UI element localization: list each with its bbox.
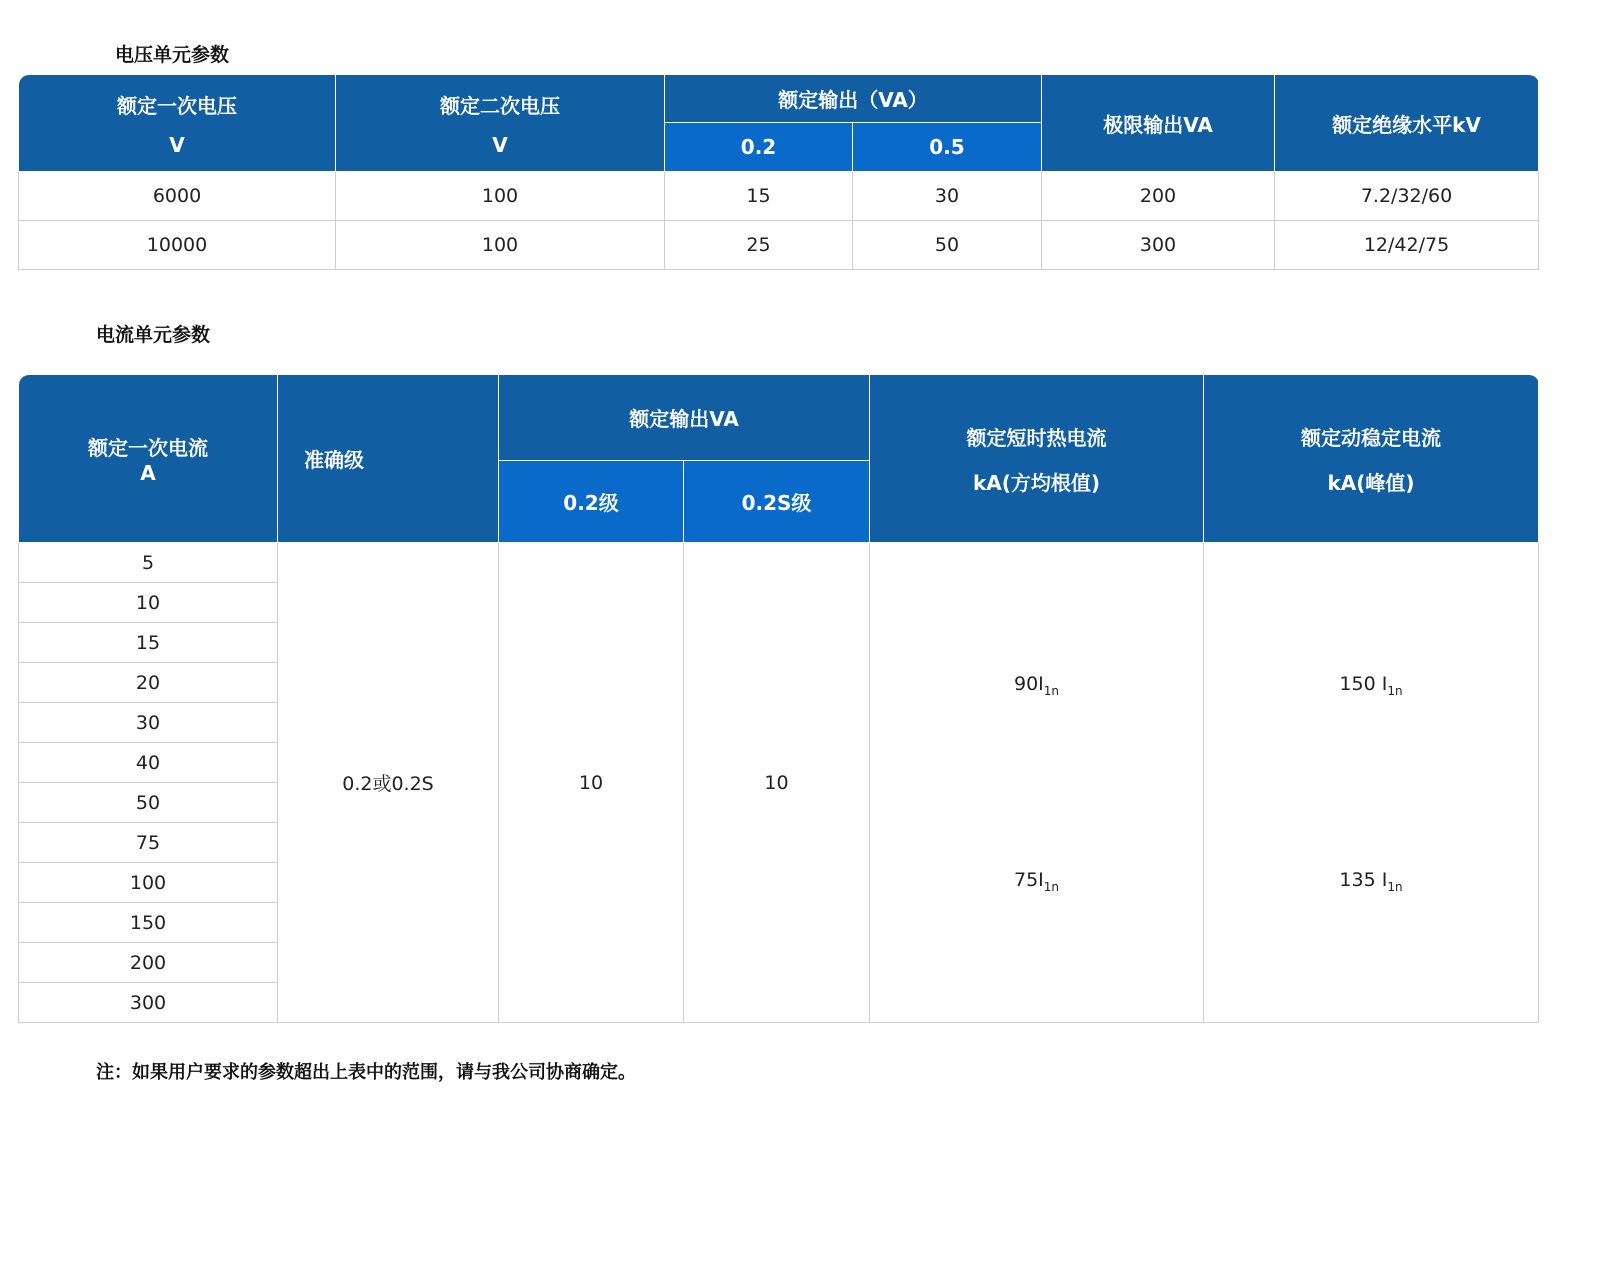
voltage-section-title: 电压单元参数 bbox=[115, 44, 230, 66]
cell-accuracy-class: 0.2或0.2S bbox=[278, 543, 499, 1023]
header-short-time-thermal-current: 额定短时热电流 kA(方均根值) bbox=[870, 375, 1204, 543]
table-row bbox=[19, 172, 1539, 221]
cell-insulation: 12/42/75 bbox=[1275, 221, 1539, 270]
cell-limit-output: 300 bbox=[1042, 221, 1275, 270]
cell-limit-output: 200 bbox=[1042, 172, 1275, 221]
table-row bbox=[19, 543, 1539, 583]
cell-primary-current: 150 bbox=[19, 903, 278, 943]
cell-primary-current: 5 bbox=[19, 543, 278, 583]
dynamic-value-2: 135 $I_{1n}$ bbox=[1339, 869, 1403, 894]
cell-primary-current: 200 bbox=[19, 943, 278, 983]
cell-primary-voltage: 10000 bbox=[19, 221, 336, 270]
thermal-value-1: $90I_{1n}$ bbox=[1014, 673, 1060, 698]
header-class-0.2: 0.2 bbox=[665, 123, 853, 172]
cell-output-0.2: 10 bbox=[499, 543, 684, 1023]
cell-thermal-current bbox=[870, 543, 1204, 1023]
cell-output-0.2: 25 bbox=[665, 221, 853, 270]
dynamic-value-1: 150 $I_{1n}$ bbox=[1339, 673, 1403, 698]
current-table bbox=[18, 374, 1539, 1023]
cell-primary-current: 300 bbox=[19, 983, 278, 1023]
header-class-0.2s: 0.2S级 bbox=[684, 461, 870, 543]
cell-primary-voltage: 6000 bbox=[19, 172, 336, 221]
cell-primary-current: 40 bbox=[19, 743, 278, 783]
header-dynamic-stability-current: 额定动稳定电流 kA(峰值) bbox=[1204, 375, 1539, 543]
cell-insulation: 7.2/32/60 bbox=[1275, 172, 1539, 221]
current-section-title: 电流单元参数 bbox=[96, 324, 211, 346]
cell-secondary-voltage: 100 bbox=[336, 172, 665, 221]
cell-output-0.5: 50 bbox=[853, 221, 1042, 270]
header-class-0.5: 0.5 bbox=[853, 123, 1042, 172]
header-secondary-voltage: 额定二次电压 V bbox=[336, 75, 665, 172]
header-primary-voltage: 额定一次电压 V bbox=[19, 75, 336, 172]
cell-primary-current: 50 bbox=[19, 783, 278, 823]
cell-dynamic-current bbox=[1204, 543, 1539, 1023]
voltage-table bbox=[18, 74, 1539, 270]
cell-primary-current: 30 bbox=[19, 703, 278, 743]
cell-output-0.5: 30 bbox=[853, 172, 1042, 221]
cell-primary-current: 100 bbox=[19, 863, 278, 903]
header-insulation-level: 额定绝缘水平kV bbox=[1275, 75, 1539, 172]
header-class-0.2: 0.2级 bbox=[499, 461, 684, 543]
header-limit-output: 极限输出VA bbox=[1042, 75, 1275, 172]
table-row bbox=[19, 221, 1539, 270]
header-accuracy-class: 准确级 bbox=[278, 375, 499, 543]
header-rated-output: 额定输出VA bbox=[499, 375, 870, 461]
cell-primary-current: 75 bbox=[19, 823, 278, 863]
cell-output-0.2s: 10 bbox=[684, 543, 870, 1023]
cell-primary-current: 10 bbox=[19, 583, 278, 623]
header-primary-current: 额定一次电流 A bbox=[19, 375, 278, 543]
cell-secondary-voltage: 100 bbox=[336, 221, 665, 270]
header-rated-output: 额定输出（VA） bbox=[665, 75, 1042, 123]
cell-primary-current: 15 bbox=[19, 623, 278, 663]
thermal-value-2: $75I_{1n}$ bbox=[1014, 869, 1060, 894]
footnote: 注：如果用户要求的参数超出上表中的范围，请与我公司协商确定。 bbox=[96, 1062, 636, 1083]
cell-output-0.2: 15 bbox=[665, 172, 853, 221]
cell-primary-current: 20 bbox=[19, 663, 278, 703]
